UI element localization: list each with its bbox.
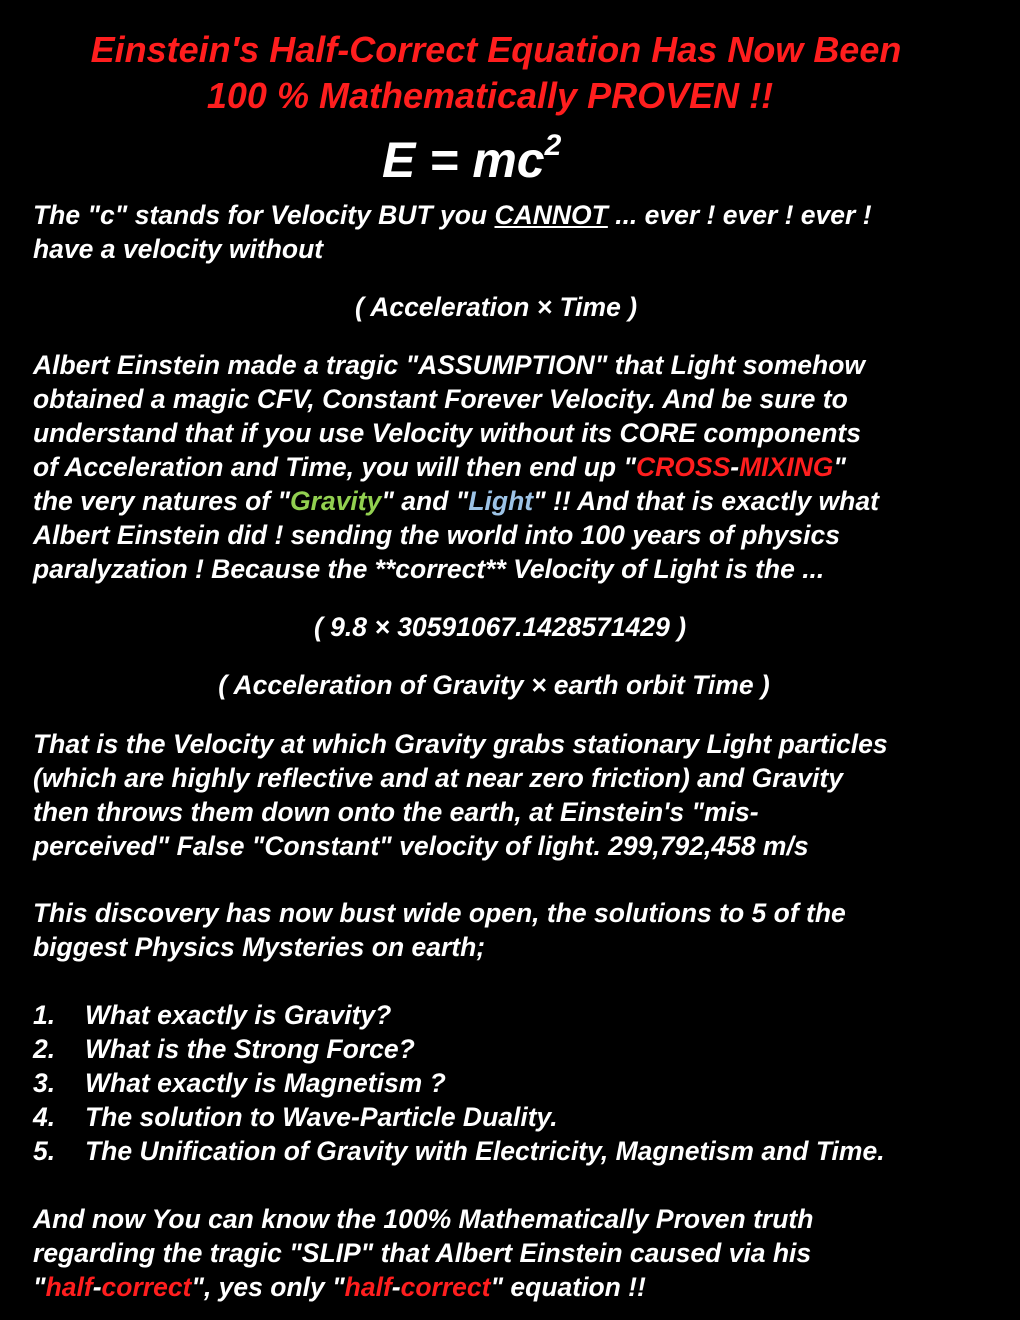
list-item [33,1066,885,1100]
list-item-number: 3. [33,1068,56,1098]
headline-line-2: 100 % Mathematically PROVEN !! [206,75,774,116]
assumption-line-7: paralyzation ! Because the **correct** Velocity of Light is the ... [33,554,825,584]
assumption-line-5-after: " !! And that is exactly what [533,486,879,516]
list-item-text: What is the Strong Force? [85,1034,415,1064]
closing-line-2: regarding the tragic "SLIP" that Albert Einstein caused via his [33,1238,812,1268]
equation-emc2 [382,129,562,188]
formula-numeric: ( 9.8 × 30591067.1428571429 ) [313,612,687,642]
assumption-line-5 [33,484,1003,518]
cross-mixing-dash: - [730,452,740,482]
equation-exponent: 2 [544,129,562,162]
list-item [33,1100,885,1134]
list-item-number: 1. [33,1000,56,1030]
closing-line-1: And now You can know the 100% Mathematically Proven truth [33,1204,814,1234]
closing-line-3-after: " equation !! [490,1272,646,1302]
velocity-line-2: (which are highly reflective and at near zero friction) and Gravity [33,763,843,793]
discovery-line-1: This discovery has now bust wide open, the solutions to 5 of the [33,898,846,928]
half-correct-dash-2: - [391,1272,401,1302]
intro-line-1 [33,198,1003,232]
list-item-text: The Unification of Gravity with Electricity, Magnetism and Time. [85,1136,885,1166]
intro-text-after: ... ever ! ever ! ever ! [607,200,872,230]
assumption-line-4 [33,450,1003,484]
list-item [33,1134,885,1168]
list-item [33,1032,885,1066]
assumption-line-6: Albert Einstein did ! sending the world into 100 years of physics [33,520,840,550]
velocity-line-4: perceived" False "Constant" velocity of light. 299,792,458 m/s [33,831,809,861]
list-item-number: 4. [33,1102,56,1132]
cross-word: CROSS [636,452,731,482]
velocity-line-1: That is the Velocity at which Gravity grabs stationary Light particles [33,729,888,759]
closing-paragraph [33,1202,1003,1304]
assumption-line-4-before: of Acceleration and Time, you will then end up " [33,452,637,482]
assumption-line-3: understand that if you use Velocity without its CORE components [33,418,861,448]
list-item-text: What exactly is Gravity? [85,1000,392,1030]
intro-line-2: have a velocity without [33,234,324,264]
assumption-line-5-before: the very natures of " [33,486,291,516]
list-item [33,998,885,1032]
list-item-number: 5. [33,1136,56,1166]
cannot-emphasis: CANNOT [494,200,608,230]
half-correct-dash-1: - [92,1272,102,1302]
gravity-word: Gravity [290,486,382,516]
discovery-paragraph [33,896,1003,964]
light-word: Light [468,486,534,516]
assumption-line-1: Albert Einstein made a tragic "ASSUMPTION" that Light somehow [33,350,866,380]
half-word-2: half [344,1272,392,1302]
formula-acceleration-time: ( Acceleration × Time ) [354,292,638,322]
list-item-text: The solution to Wave-Particle Duality. [85,1102,558,1132]
velocity-line-3: then throws them down onto the earth, at Einstein's "mis- [33,797,759,827]
velocity-paragraph [33,727,1003,863]
formula-gravity-orbit-time: ( Acceleration of Gravity × earth orbit Time ) [218,670,770,700]
intro-text-before: The "c" stands for Velocity BUT you [33,200,495,230]
assumption-line-4-after: " [833,452,846,482]
half-word-1: half [45,1272,93,1302]
list-item-text: What exactly is Magnetism ? [85,1068,446,1098]
equation-base: E = mc [382,132,545,188]
correct-word-1: correct [101,1272,192,1302]
closing-quote-open: " [33,1272,46,1302]
mysteries-list [33,998,885,1168]
closing-line-3-middle: ", yes only " [191,1272,345,1302]
intro-paragraph [33,198,1003,266]
correct-word-2: correct [400,1272,491,1302]
closing-line-3 [33,1270,1003,1304]
discovery-line-2: biggest Physics Mysteries on earth; [33,932,486,962]
headline-line-1: Einstein's Half-Correct Equation Has Now Been [90,29,902,70]
assumption-line-5-middle: " and " [381,486,469,516]
assumption-line-2: obtained a magic CFV, Constant Forever Velocity. And be sure to [33,384,848,414]
mixing-word: MIXING [739,452,834,482]
list-item-number: 2. [33,1034,56,1064]
assumption-paragraph [33,348,1003,586]
